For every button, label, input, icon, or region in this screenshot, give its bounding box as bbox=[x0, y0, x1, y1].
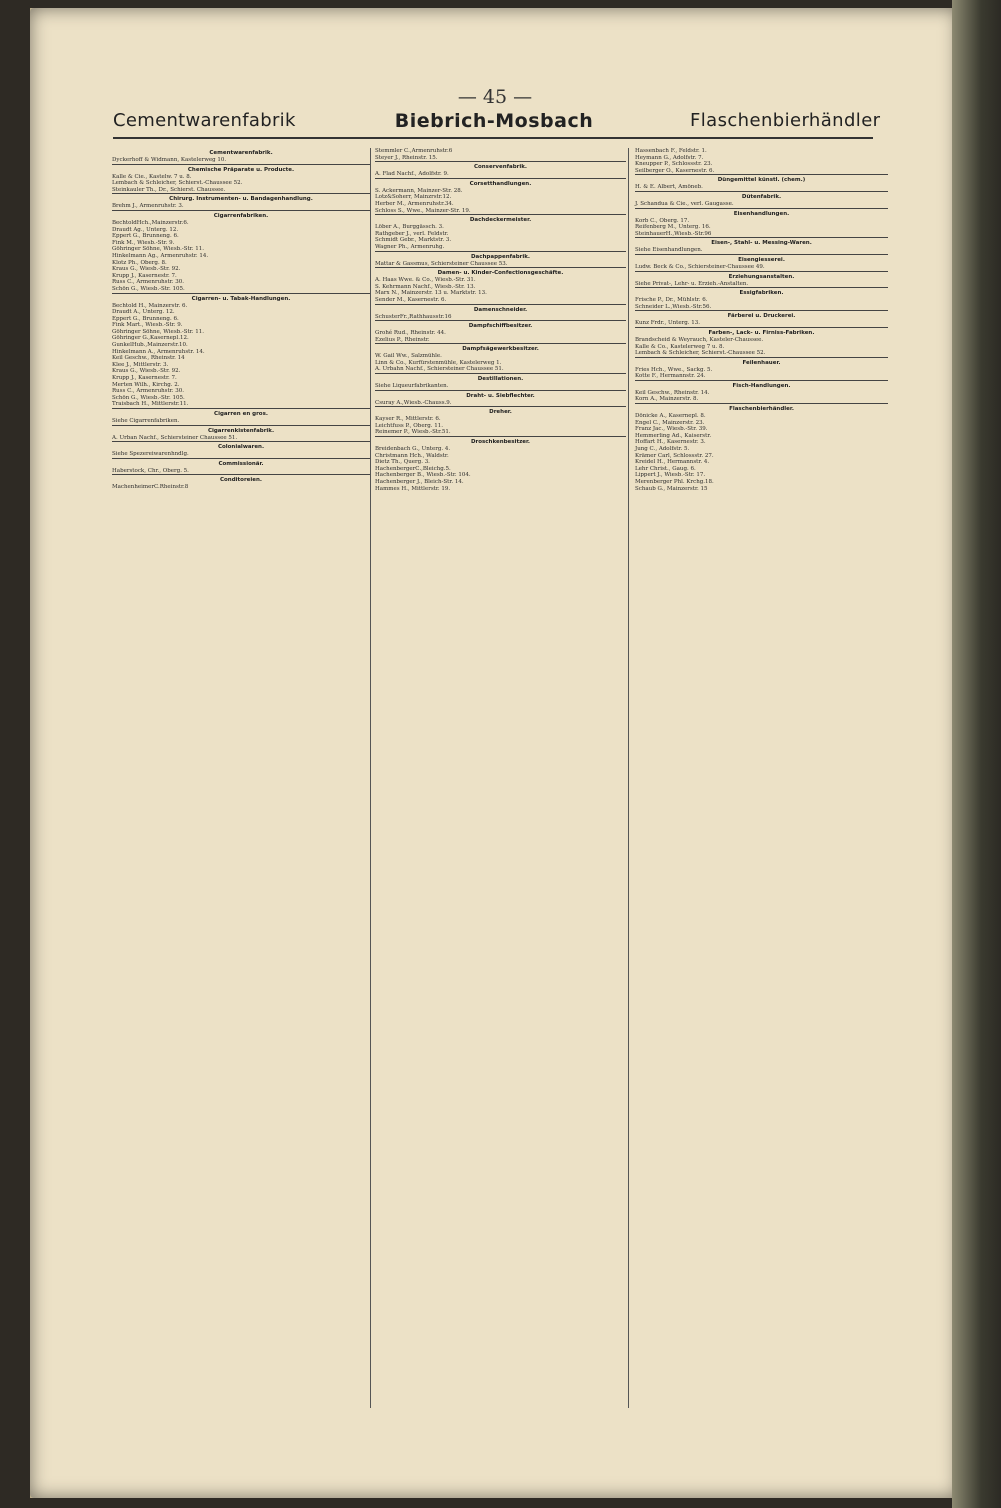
directory-section bbox=[112, 441, 370, 458]
directory-entry: Dyckerhoff & Widmann, Kastelerweg 10. bbox=[112, 157, 227, 163]
directory-entry: Christmann Hch., Waldstr. bbox=[375, 452, 449, 459]
category-heading: Eisengiesserei. bbox=[635, 254, 888, 264]
directory-entry: Haberstock, Chr., Oberg. 5. bbox=[112, 467, 189, 474]
directory-entry: Sender M., Kasernestr. 6. bbox=[375, 296, 447, 303]
category-heading: Eisen-, Stahl- u. Messing-Waren. bbox=[635, 237, 888, 247]
category-heading: Erziehungsanstalten. bbox=[635, 271, 888, 281]
category-heading: Färberei u. Druckerei. bbox=[635, 310, 888, 320]
directory-section bbox=[375, 320, 626, 343]
category-heading: Corsetthandlungen. bbox=[375, 178, 626, 188]
directory-entry: Krämer Carl, Schlossstr. 27. bbox=[635, 452, 714, 459]
directory-entry: Siehe Liqueurfabrikanten. bbox=[375, 383, 449, 390]
directory-entry: Mattar & Gassmus, Schiersteiner Chaussee 53. bbox=[375, 260, 508, 267]
directory-entry: Hinkelmann Ag., Armenruhstr. 14. bbox=[112, 252, 209, 259]
directory-section bbox=[635, 174, 888, 191]
directory-entry: Löber A., Burggässch. 3. bbox=[375, 224, 444, 231]
category-heading: Dampfschiffbesitzer. bbox=[375, 320, 626, 330]
directory-section bbox=[635, 271, 888, 288]
directory-entry: Lippert J., Wiesb.-Str. 17. bbox=[635, 472, 706, 479]
directory-entry: W. Gail Ww., Salzmühle. bbox=[375, 353, 442, 360]
directory-entry: Hassenbach F., Feldstr. 1. bbox=[635, 148, 707, 154]
directory-entry: Lembach & Schleicher, Schierst.-Chaussee 52. bbox=[635, 350, 766, 357]
directory-entry: HachenbergerC.,Bleichg.5. bbox=[375, 465, 451, 472]
directory-entry: Krupp J., Kasernestr. 7. bbox=[112, 375, 177, 382]
book-edge bbox=[952, 0, 1001, 1508]
directory-section bbox=[112, 408, 370, 425]
category-heading: Fisch-Handlungen. bbox=[635, 380, 888, 390]
directory-section bbox=[112, 474, 370, 491]
directory-section bbox=[112, 293, 370, 409]
directory-entry: A. Urban Nachf., Schiersteiner Chaussee 51. bbox=[112, 434, 238, 441]
directory-section bbox=[635, 148, 888, 174]
directory-entry: Fries Hch., Wwe., Sackg. 5. bbox=[635, 366, 713, 373]
directory-entry: S. Ackermann, Mainzer-Str. 28. bbox=[375, 187, 463, 194]
directory-entry: Kraus G., Wiesb.-Str. 92. bbox=[112, 368, 181, 375]
directory-entry: A. Haas Wwe. & Co., Wiesb.-Str. 31. bbox=[375, 277, 476, 284]
column-3 bbox=[628, 148, 888, 1408]
column-2 bbox=[370, 148, 626, 1408]
directory-entry: Stemmler C.,Armenruhstr.6 bbox=[375, 148, 453, 154]
directory-entry: Siehe Spezereiwarenhndlg. bbox=[112, 451, 189, 458]
directory-entry: SteinhauerH.,Wiesb.-Str.96 bbox=[635, 230, 712, 237]
directory-entry: Schmidt Gebr., Marktstr. 3. bbox=[375, 237, 452, 244]
directory-entry: Merenberger Phl. Krchg.18. bbox=[635, 479, 714, 485]
directory-entry: Keil Geschw., Rheinstr. 14. bbox=[635, 389, 710, 396]
category-heading: Cigarrenkistenfabrik. bbox=[112, 425, 370, 435]
directory-entry: Reinemer P., Wiesb.-Str.51. bbox=[375, 429, 451, 436]
directory-entry: Ezelius P., Rheinstr. bbox=[375, 336, 430, 343]
directory-entry: Rathgeber J., verl. Feldstr. bbox=[375, 230, 449, 237]
directory-entry: Frische P., Dr., Mühlstr. 6. bbox=[635, 297, 708, 304]
directory-entry: Marx N., Mainzerstr. 13 u. Marktstr. 13. bbox=[375, 290, 487, 297]
directory-entry: H. & E. Albert, Amöneb. bbox=[635, 184, 703, 191]
category-heading: Essigfabriken. bbox=[635, 287, 888, 297]
directory-section bbox=[375, 214, 626, 250]
directory-entry: Eppert G., Brunneng. 6. bbox=[112, 315, 179, 322]
directory-entry: Lotz&Soherr, Mainzrstr.12. bbox=[375, 194, 452, 201]
header-rule bbox=[113, 137, 873, 139]
directory-section bbox=[112, 164, 370, 194]
directory-entry: Kalle & Cie., Kastelw. 7 u. 8. bbox=[112, 173, 192, 180]
directory-entry: Keil Geschw., Rheinstr. 14 bbox=[112, 355, 185, 362]
directory-entry: Merten Wilh., Kirchg. 2. bbox=[112, 381, 180, 388]
category-heading: Cigarren- u. Tabak-Handlungen. bbox=[112, 293, 370, 303]
directory-entry: Krupp J., Kasernestr. 7. bbox=[112, 272, 177, 279]
directory-entry: Steyer J., Rheinstr. 15. bbox=[375, 154, 438, 161]
directory-entry: Siehe Cigarrenfabriken. bbox=[112, 418, 180, 424]
directory-section bbox=[635, 208, 888, 238]
category-heading: Feilenhauer. bbox=[635, 357, 888, 367]
directory-entry: Kraus G., Wiesb.-Str. 92. bbox=[112, 266, 181, 273]
directory-entry: Lehr Christ., Gaug. 6. bbox=[635, 465, 696, 472]
category-heading: Dampfsägewerkbesitzer. bbox=[375, 343, 626, 353]
category-heading: Düngemittel künstl. (chem.) bbox=[635, 174, 888, 184]
directory-entry: Bechtold H., Mainzerstr. 6. bbox=[112, 302, 188, 309]
directory-section bbox=[635, 327, 888, 357]
directory-entry: Franz Jac., Wiesb.-Str. 39. bbox=[635, 426, 708, 433]
category-heading: Cigarrenfabriken. bbox=[112, 210, 370, 220]
category-heading: Dreher. bbox=[375, 406, 626, 416]
directory-section bbox=[375, 406, 626, 436]
category-heading: Flaschenbierhändler. bbox=[635, 403, 888, 413]
directory-entry: Brehm J., Armenruhstr. 3. bbox=[112, 203, 184, 210]
directory-section bbox=[375, 267, 626, 303]
directory-entry: Göhringer Söhne, Wiesb.-Str. 11. bbox=[112, 246, 205, 253]
category-heading: Farben-, Lack- u. Firniss-Fabriken. bbox=[635, 327, 888, 337]
category-heading: Eisenhandlungen. bbox=[635, 208, 888, 218]
category-heading: Cigarren en gros. bbox=[112, 408, 370, 418]
directory-entry: Schloss S., Wwe., Mainzer-Str. 19. bbox=[375, 207, 471, 214]
directory-entry: Hoffart H., Kasernestr. 3. bbox=[635, 439, 706, 446]
running-head-right: Flaschenbierhändler bbox=[690, 110, 881, 131]
directory-entry: Csuray A.,Wiesb.-Chauss.9. bbox=[375, 399, 452, 406]
directory-entry: Eppert G., Brunneng. 6. bbox=[112, 233, 179, 240]
directory-entry: SchusterFr.,Rathhausstr.16 bbox=[375, 313, 452, 320]
directory-entry: A. Urbahn Nachf., Schiersteiner Chaussee 51. bbox=[375, 366, 504, 373]
category-heading: Conservenfabrik. bbox=[375, 161, 626, 171]
directory-section bbox=[112, 193, 370, 210]
directory-entry: Korn A., Mainzerstr. 8. bbox=[635, 396, 699, 403]
directory-entry: Seilberger O., Kasernestr. 6. bbox=[635, 167, 715, 174]
directory-section bbox=[112, 425, 370, 442]
directory-section bbox=[375, 251, 626, 268]
directory-entry: Schön G., Wiesb.-Str. 105. bbox=[112, 394, 185, 401]
directory-section bbox=[375, 178, 626, 214]
directory-entry: Klee J., Mittlerstr. 3. bbox=[112, 361, 169, 368]
category-heading: Damenschneider. bbox=[375, 304, 626, 314]
directory-section bbox=[635, 254, 888, 271]
directory-section bbox=[375, 304, 626, 321]
directory-entry: Grohé Rud., Rheinstr. 44. bbox=[375, 330, 446, 337]
directory-entry: Russ C., Armenruhstr. 30. bbox=[112, 279, 184, 286]
directory-entry: Kalle & Co., Kastelerweg 7 u. 8. bbox=[635, 343, 725, 350]
directory-entry: Ludw. Beck & Co., Schiersteiner-Chaussee 49. bbox=[635, 263, 765, 270]
category-heading: Dachpappenfabrik. bbox=[375, 251, 626, 261]
page-number: — 45 — bbox=[457, 86, 533, 108]
category-heading: Dütenfabrik. bbox=[635, 191, 888, 201]
category-heading: Commissionär. bbox=[112, 458, 370, 468]
directory-section bbox=[635, 357, 888, 380]
directory-entry: Heymann G., Adolfstr. 7. bbox=[635, 154, 704, 161]
directory-section bbox=[375, 390, 626, 407]
directory-section bbox=[635, 237, 888, 254]
category-heading: Dachdeckermeister. bbox=[375, 214, 626, 224]
directory-entry: GunkelHub.,Mainzerstr.10. bbox=[112, 342, 188, 349]
directory-entry: MachenheimerC.Rheinstr.8 bbox=[112, 484, 189, 491]
directory-entry: Jung C., Adolfstr. 5. bbox=[635, 446, 690, 453]
directory-entry: Kunz Frdr., Unterg. 13. bbox=[635, 320, 700, 327]
directory-section bbox=[112, 458, 370, 475]
directory-entry: A. Flad Nachf., Adolfstr. 9. bbox=[375, 171, 449, 178]
directory-entry: Schaub G., Mainzerstr. 15 bbox=[635, 485, 708, 492]
directory-entry: Leichtfuss P., Oberg. 11. bbox=[375, 422, 443, 429]
directory-section bbox=[635, 287, 888, 310]
category-heading: Cementwarenfabrik. bbox=[209, 150, 273, 156]
directory-entry: Brandscheid & Weyrauch, Kasteler-Chaussee. bbox=[635, 336, 764, 343]
category-heading: Conditoreien. bbox=[112, 474, 370, 484]
directory-entry: Korb C., Oberg. 17. bbox=[635, 217, 690, 224]
directory-entry: Hammes H., Mittlerstr. 19. bbox=[375, 485, 451, 492]
directory-entry: Fink M., Wiesb.-Str. 9. bbox=[112, 239, 175, 246]
directory-entry: Schneider L.,Wiesb.-Str.56. bbox=[635, 303, 712, 310]
directory-entry: BechtoldHch.,Mainzerstr.6. bbox=[112, 219, 189, 226]
directory-entry: Siehe Privat-, Lehr- u. Erzieh.-Anstalten. bbox=[635, 280, 749, 287]
directory-entry: Hinkelmann A., Armenruhstr. 14. bbox=[112, 348, 205, 355]
directory-section bbox=[375, 161, 626, 178]
directory-entry: Göhringer Söhne, Wiesb.-Str. 11. bbox=[112, 328, 205, 335]
directory-section bbox=[375, 343, 626, 373]
directory-section bbox=[635, 380, 888, 403]
directory-entry: Herber M., Armenruhstr.34. bbox=[375, 200, 454, 207]
directory-entry: Hachenberger B., Wiesb.-Str. 104. bbox=[375, 472, 471, 479]
category-heading: Chirurg. Instrumenten- u. Bandagenhandlung. bbox=[112, 193, 370, 203]
directory-section bbox=[112, 210, 370, 293]
directory-section bbox=[375, 436, 626, 492]
directory-entry: Steinkauler Th., Dr., Schierst. Chaussee. bbox=[112, 186, 226, 193]
directory-entry: Siehe Eisenhandlungen. bbox=[635, 247, 703, 254]
directory-entry: Schön G., Wiesb.-Str. 105. bbox=[112, 285, 185, 292]
directory-section bbox=[375, 373, 626, 390]
directory-entry: Traisbach H., Mittlerstr.11. bbox=[112, 401, 189, 408]
directory-section bbox=[375, 148, 626, 161]
directory-section bbox=[635, 310, 888, 327]
directory-entry: S. Kehrmann Nachf., Wiesb.-Str. 13. bbox=[375, 283, 476, 290]
category-heading: Chemische Präparate u. Producte. bbox=[112, 164, 370, 174]
running-head-center: Biebrich-Mosbach bbox=[394, 110, 594, 132]
directory-section bbox=[635, 403, 888, 492]
column-1 bbox=[112, 148, 370, 1408]
directory-entry: Lembach & Schleicher, Schierst.-Chaussee 52. bbox=[112, 180, 243, 187]
directory-entry: Linn & Co., Kurfürstenmühle, Kastelerweg 1. bbox=[375, 359, 502, 366]
category-heading: Destillationen. bbox=[375, 373, 626, 383]
category-heading: Draht- u. Siebflechter. bbox=[375, 390, 626, 400]
directory-entry: Dietz Th., Querg. 3. bbox=[375, 459, 430, 466]
running-head-left: Cementwarenfabrik bbox=[113, 110, 296, 131]
category-heading: Colonialwaren. bbox=[112, 441, 370, 451]
directory-entry: Klotz Ph., Oberg. 8. bbox=[112, 259, 167, 266]
category-heading: Damen- u. Kinder-Confectionsgeschäfte. bbox=[375, 267, 626, 277]
directory-entry: Göhringer G.,Kasernepl.12. bbox=[112, 335, 189, 342]
directory-entry: Kreidel H., Hermannstr. 4. bbox=[635, 459, 710, 466]
directory-entry: Engel C., Mainzerstr. 23. bbox=[635, 419, 705, 426]
directory-entry: Hachenberger J., Bleich-Str. 14. bbox=[375, 479, 464, 485]
directory-entry: Wagner Ph., Armenruhg. bbox=[375, 243, 445, 250]
directory-entry: Fink Mart., Wiesb.-Str. 9. bbox=[112, 322, 183, 329]
category-heading: Droschkenbesitzer. bbox=[375, 436, 626, 446]
directory-entry: Kneupper P., Schlossstr. 23. bbox=[635, 161, 713, 168]
directory-entry: Draudt Ag., Unterg. 12. bbox=[112, 226, 179, 233]
directory-entry: J. Schandua & Cie., verl. Gaugasse. bbox=[635, 200, 734, 207]
directory-section bbox=[635, 191, 888, 208]
directory-entry: Breidenbach G., Unterg. 4. bbox=[375, 446, 451, 453]
directory-entry: Kayser R., Mittlerstr. 6. bbox=[375, 416, 441, 423]
directory-entry: Draudt A., Unterg. 12. bbox=[112, 309, 175, 316]
directory-entry: Russ C., Armenruhstr. 30. bbox=[112, 388, 184, 395]
directory-entry: Hemmerling Ad., Kaiserstr. bbox=[635, 432, 712, 439]
directory-section bbox=[112, 148, 370, 164]
directory-entry: Kotte F., Hermannstr. 24. bbox=[635, 373, 706, 380]
directory-entry: Reifenberg M., Unterg. 16. bbox=[635, 224, 711, 231]
directory-entry: Dönicke A., Kasernepl. 8. bbox=[635, 413, 706, 420]
